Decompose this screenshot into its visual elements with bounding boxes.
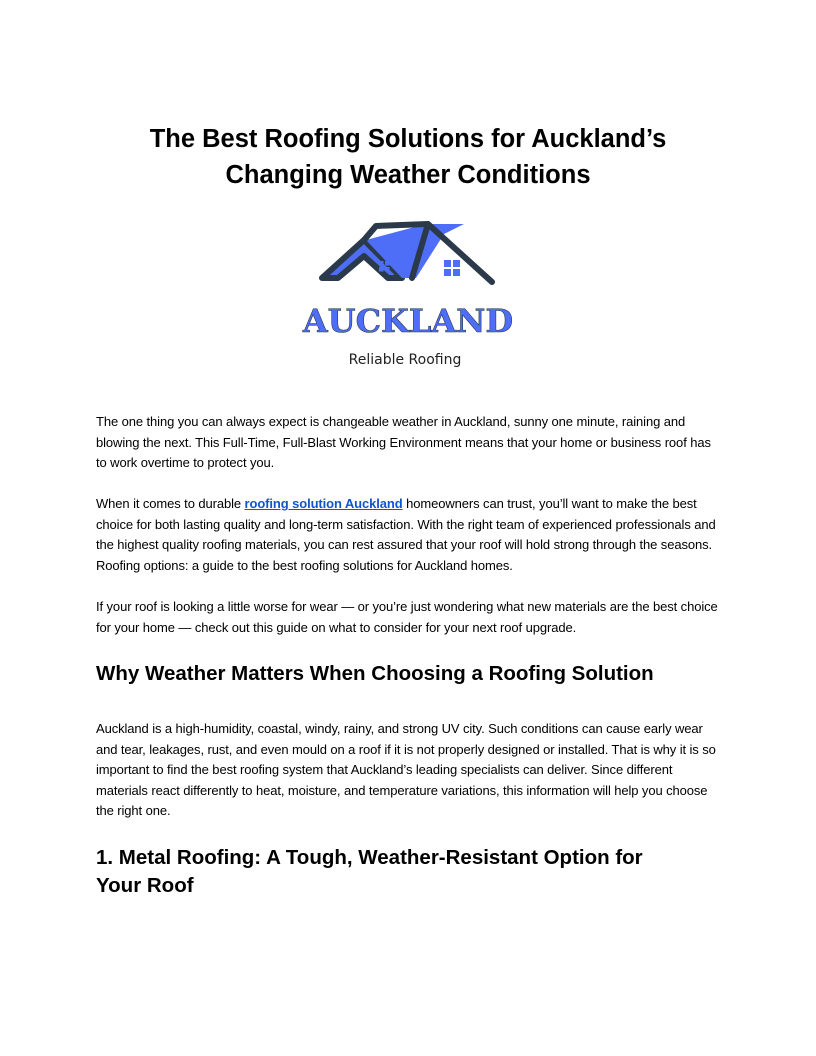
paragraph-text-before-link: When it comes to durable bbox=[96, 496, 245, 511]
heading-weather: Why Weather Matters When Choosing a Roofing Solution bbox=[96, 662, 654, 685]
title-line-1: The Best Roofing Solutions for Auckland’s bbox=[149, 125, 667, 153]
weather-paragraph: Auckland is a high-humidity, coastal, windy, rainy, and strong UV city. Such conditions can cause early wear and tear, leakages, rust, and even mould on a roof if it is not properly designed or installed. That is why it is so important to find the best roofing system that Auckland’s leading specialists can deliver. Since different materials react differently to heat, moisture, and temperature variations, this information will help you choose the right one. bbox=[96, 721, 716, 819]
heading-metal-line-1: 1. Metal Roofing: A Tough, Weather-Resistant Option for bbox=[96, 846, 643, 869]
title-line-2: Changing Weather Conditions bbox=[225, 161, 591, 189]
heading-metal-line-2: Your Roof bbox=[96, 874, 194, 897]
heading-metal-roofing bbox=[96, 844, 720, 900]
brand-name: AUCKLAND bbox=[302, 302, 514, 340]
roofing-solution-paragraph bbox=[96, 494, 724, 576]
company-logo bbox=[302, 216, 514, 376]
page-title bbox=[96, 121, 720, 193]
paragraph-text-after-link: homeowners can trust, you’ll want to make the best choice for both lasting quality and long-term satisfaction. With the right team of experienced professionals and the highest quality roofing materials, you can rest assured that your roof will hold strong through the seasons. Roofing options: a guide to the best roofing solutions for Auckland homes. bbox=[96, 496, 716, 573]
intro-paragraph: The one thing you can always expect is changeable weather in Auckland, sunny one minute, raining and blowing the next. This Full-Time, Full-Blast Working Environment means that your home or business roof has to work overtime to protect you. bbox=[96, 414, 711, 471]
house-roof-icon bbox=[302, 216, 514, 376]
guide-paragraph: If your roof is looking a little worse for wear — or you’re just wondering what new materials are the best choice for your home — check out this guide on what to consider for your next roof upgrade. bbox=[96, 599, 718, 635]
roofing-solution-link[interactable]: roofing solution Auckland bbox=[244, 496, 403, 511]
brand-tagline: Reliable Roofing bbox=[348, 352, 462, 368]
